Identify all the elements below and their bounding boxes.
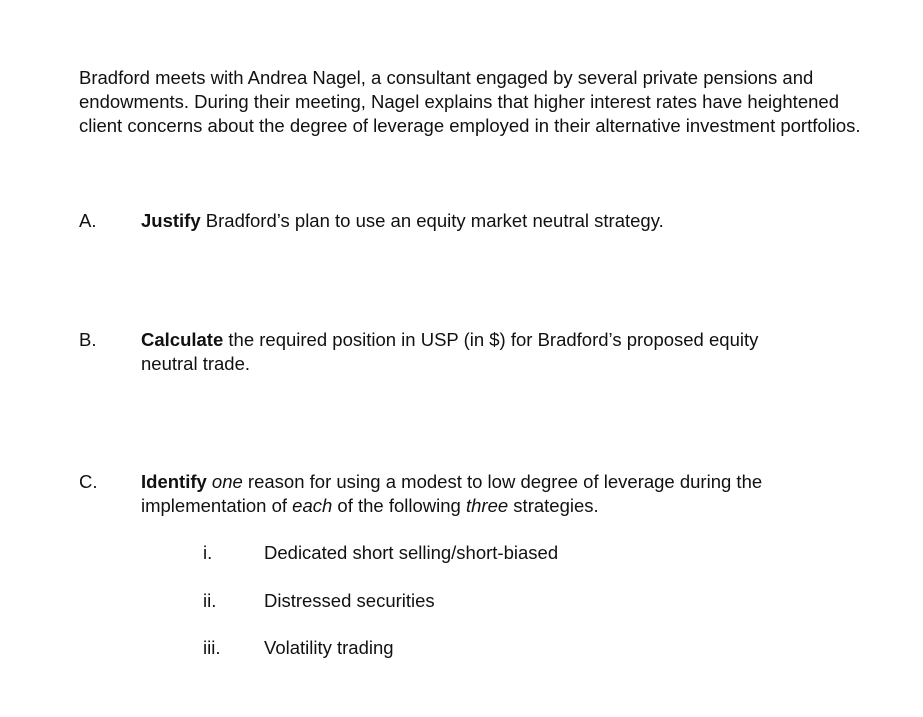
question-b-keyword: Calculate [141,329,224,350]
question-c-keyword: Identify [141,471,207,492]
question-c-em-each: each [292,495,333,516]
sub-item-number: i. [203,542,213,563]
sub-item-text: Volatility trading [264,637,394,658]
question-c-text [141,470,871,518]
question-b-body-line2: neutral trade. [141,353,251,374]
sub-item-number: iii. [203,637,221,658]
sub-item-number: ii. [203,590,217,611]
question-a-text [141,209,871,233]
question-a-body: Bradford’s plan to use an equity market neutral strategy. [200,210,664,231]
intro-paragraph: Bradford meets with Andrea Nagel, a consultant engaged by several private pensions and endowments. During their meeting, Nagel explains that higher interest rates have heightened client concerns about the degree of leverage employed in their alternative investment portfolios. [79,67,861,136]
question-b-letter: B. [79,329,97,350]
question-c-part2: implementation of [141,495,293,516]
question-c-part3: of the following [332,495,466,516]
sub-item-text: Distressed securities [264,590,435,611]
question-c-letter: C. [79,471,98,492]
question-c-part1: reason for using a modest to low degree of leverage during the [242,471,763,492]
question-a-keyword: Justify [141,210,201,231]
question-a-letter: A. [79,210,97,231]
question-b-body-line1: the required position in USP (in $) for Bradford’s proposed equity [223,329,759,350]
question-c-em-three: three [466,495,509,516]
sub-item-text: Dedicated short selling/short-biased [264,542,559,563]
question-c-em-one: one [211,471,243,492]
question-c-part4: strategies. [508,495,599,516]
question-b-text [141,328,871,376]
